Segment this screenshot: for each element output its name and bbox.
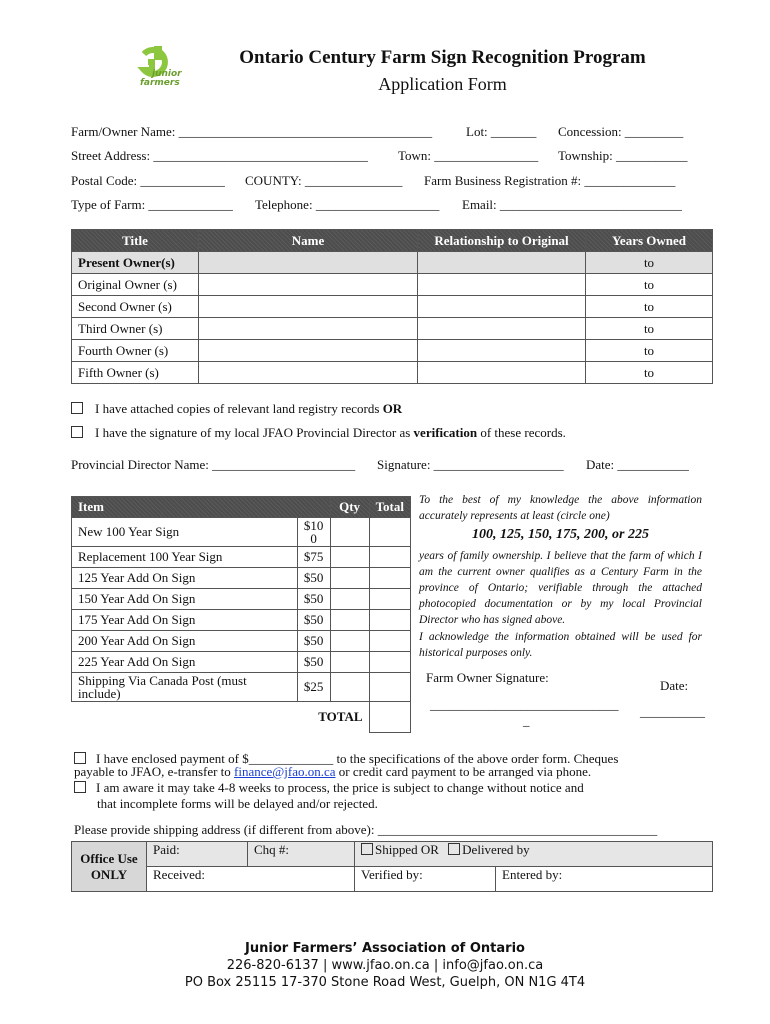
processing-aware-option[interactable] (74, 780, 584, 796)
order-price: $50 (297, 568, 330, 589)
type-of-farm-field[interactable]: Type of Farm: _____________ (71, 197, 233, 212)
office-received: Received: (147, 867, 355, 892)
declaration-body: years of family ownership. I believe that the farm of which I am the current owner qualifies as a Century Farm in the province of Ontario; verifiable through the attached photocopied documentation or by my local Provincial Director who has signed above. (419, 550, 702, 626)
owner-relationship-cell[interactable] (418, 362, 586, 384)
owner-name-cell[interactable] (199, 318, 418, 340)
director-signature-option[interactable] (71, 425, 566, 441)
table-row (72, 631, 411, 652)
order-item: Shipping Via Canada Post (must include) (72, 673, 298, 702)
table-row (72, 318, 713, 340)
order-item: New 100 Year Sign (72, 518, 298, 547)
order-item: 225 Year Add On Sign (72, 652, 298, 673)
owner-years-cell[interactable]: to (586, 252, 713, 274)
owner-years-cell[interactable]: to (586, 362, 713, 384)
town-field[interactable]: Town: ________________ (398, 148, 539, 163)
total-cell[interactable] (369, 547, 410, 568)
email-field[interactable]: Email: ____________________________ (462, 197, 682, 212)
order-header-item: Item (72, 497, 331, 518)
payment-text-1: I have enclosed payment of $_____________ to the specifications of the above order form. Cheques (96, 751, 619, 766)
street-address-field[interactable]: Street Address: _________________________________ (71, 148, 368, 163)
total-cell[interactable] (369, 610, 410, 631)
total-label: TOTAL (318, 709, 363, 724)
declaration-ack: I acknowledge the information obtained will be used for historical purposes only. (419, 631, 702, 659)
order-price: $75 (297, 547, 330, 568)
checkbox[interactable] (71, 402, 83, 414)
order-price: $25 (297, 673, 330, 702)
owner-name-cell[interactable] (199, 340, 418, 362)
qty-cell[interactable] (330, 568, 369, 589)
processing-text-1: I am aware it may take 4-8 weeks to process, the price is subject to change without notice and (96, 780, 584, 795)
farm-owner-signature-label: Farm Owner Signature: (426, 670, 549, 685)
township-field[interactable]: Township: ___________ (558, 148, 688, 163)
owner-years-cell[interactable]: to (586, 340, 713, 362)
declaration-date-line[interactable]: __________ (640, 704, 705, 719)
checkbox[interactable] (361, 843, 373, 855)
table-row (72, 362, 713, 384)
farm-owner-signature-line[interactable]: _____________________________ (430, 697, 619, 712)
order-price: $50 (297, 652, 330, 673)
declaration-date-label: Date: (660, 678, 689, 693)
qty-cell[interactable] (330, 547, 369, 568)
owner-name-cell[interactable] (199, 274, 418, 296)
director-name-field[interactable]: Provincial Director Name: ______________________ (71, 457, 356, 472)
owner-title: Fifth Owner (s) (72, 362, 199, 384)
owner-relationship-cell[interactable] (418, 318, 586, 340)
table-row (72, 252, 713, 274)
qty-cell[interactable] (330, 673, 369, 702)
owner-relationship-cell[interactable] (418, 252, 586, 274)
order-price: $50 (297, 610, 330, 631)
table-row (72, 652, 411, 673)
footer-address: PO Box 25115 17-370 Stone Road West, Guelph, ON N1G 4T4 (184, 975, 586, 990)
table-row (72, 568, 411, 589)
office-paid: Paid: (147, 842, 248, 867)
concession-field[interactable]: Concession: _________ (558, 124, 684, 139)
county-field[interactable]: COUNTY: _______________ (245, 173, 403, 188)
total-cell[interactable] (369, 518, 410, 547)
owner-title: Third Owner (s) (72, 318, 199, 340)
postal-code-field[interactable]: Postal Code: _____________ (71, 173, 225, 188)
checkbox[interactable] (74, 781, 86, 793)
payment-text-3: or credit card payment to be arranged via phone. (335, 764, 592, 779)
declaration-intro: To the best of my knowledge the above information accurately represents at least (circle one) (419, 494, 702, 522)
payment-line-2 (74, 764, 591, 780)
office-delivered: Delivered by (462, 842, 530, 857)
qty-cell[interactable] (330, 631, 369, 652)
order-header-qty: Qty (330, 497, 369, 518)
checkbox[interactable] (74, 752, 86, 764)
payment-text-2: payable to JFAO, e-transfer to (74, 764, 235, 779)
checkbox[interactable] (448, 843, 460, 855)
total-cell[interactable] (369, 631, 410, 652)
shipping-address-field[interactable]: Please provide shipping address (if different from above): ___________________________________________ (74, 822, 658, 837)
page-title: Ontario Century Farm Sign Recognition Program (239, 47, 646, 68)
qty-cell[interactable] (330, 652, 369, 673)
logo-text-junior: junior (152, 69, 182, 79)
owner-years-cell[interactable]: to (586, 274, 713, 296)
owner-title: Second Owner (s) (72, 296, 199, 318)
owner-title: Present Owner(s) (72, 252, 199, 274)
page-subtitle: Application Form (378, 74, 507, 94)
office-shipped: Shipped OR (375, 842, 439, 857)
owners-header-relationship: Relationship to Original (418, 230, 586, 252)
owner-name-cell[interactable] (199, 296, 418, 318)
table-row (72, 340, 713, 362)
owner-relationship-cell[interactable] (418, 274, 586, 296)
table-row (72, 296, 713, 318)
office-verified: Verified by: (355, 867, 496, 892)
qty-cell[interactable] (330, 589, 369, 610)
records-or-text: OR (382, 401, 403, 416)
order-item: 125 Year Add On Sign (72, 568, 298, 589)
total-cell[interactable] (369, 589, 410, 610)
footer-org: Junior Farmers’ Association of Ontario (245, 941, 525, 956)
processing-text-2: that incomplete forms will be delayed and/or rejected. (97, 796, 378, 811)
office-entered: Entered by: (496, 867, 713, 892)
lot-field[interactable]: Lot: _______ (466, 124, 537, 139)
office-use-label: Office Use ONLY (72, 842, 147, 892)
farm-business-registration-field[interactable]: Farm Business Registration #: ______________ (424, 173, 676, 188)
order-price: $50 (297, 589, 330, 610)
verification-text: verification (413, 425, 478, 440)
owner-name-cell[interactable] (199, 252, 418, 274)
table-row (72, 610, 411, 631)
office-use-table (71, 841, 713, 892)
owner-relationship-cell[interactable] (418, 296, 586, 318)
owner-years-cell[interactable]: to (586, 318, 713, 340)
order-table (71, 496, 411, 733)
order-item: Replacement 100 Year Sign (72, 547, 298, 568)
qty-cell[interactable] (330, 518, 369, 547)
total-cell[interactable] (369, 673, 410, 702)
director-signature-text: I have the signature of my local JFAO Provincial Director as (95, 425, 414, 440)
total-cell[interactable] (369, 568, 410, 589)
grand-total-cell[interactable] (369, 702, 410, 733)
finance-email-link[interactable]: finance@jfao.on.ca (234, 764, 336, 779)
owner-name-cell[interactable] (199, 362, 418, 384)
checkbox[interactable] (71, 426, 83, 438)
declaration-years[interactable]: 100, 125, 150, 175, 200, or 225 (472, 527, 649, 542)
table-row (72, 589, 411, 610)
records-attached-text: I have attached copies of relevant land registry records (95, 401, 383, 416)
table-row (72, 518, 411, 547)
order-item: 175 Year Add On Sign (72, 610, 298, 631)
order-item: 200 Year Add On Sign (72, 631, 298, 652)
qty-cell[interactable] (330, 610, 369, 631)
records-attached-option[interactable] (71, 401, 402, 417)
owner-title: Fourth Owner (s) (72, 340, 199, 362)
owner-years-cell[interactable]: to (586, 296, 713, 318)
owner-relationship-cell[interactable] (418, 340, 586, 362)
order-price: $100 (297, 518, 330, 547)
order-item: 150 Year Add On Sign (72, 589, 298, 610)
table-row (72, 673, 411, 702)
office-chq: Chq #: (248, 842, 355, 867)
farm-owner-signature-line-end: _ (523, 713, 530, 728)
table-row (72, 274, 713, 296)
owners-header-name: Name (199, 230, 418, 252)
owner-title: Original Owner (s) (72, 274, 199, 296)
director-signature-end: of these records. (477, 425, 566, 440)
telephone-field[interactable]: Telephone: ___________________ (255, 197, 440, 212)
director-date-field[interactable]: Date: ___________ (586, 457, 689, 472)
office-ship-cell (355, 842, 713, 867)
order-header-total: Total (369, 497, 410, 518)
owners-header-title: Title (72, 230, 199, 252)
order-price: $50 (297, 631, 330, 652)
total-cell[interactable] (369, 652, 410, 673)
footer-contact: 226-820-6137 | www.jfao.on.ca | info@jfao.on.ca (226, 958, 544, 973)
table-row (72, 547, 411, 568)
director-signature-field[interactable]: Signature: ____________________ (377, 457, 564, 472)
owners-table (71, 229, 713, 384)
logo-text-farmers: farmers (140, 78, 180, 88)
owners-header-years: Years Owned (586, 230, 713, 252)
farm-owner-field[interactable]: Farm/Owner Name: _______________________________________ (71, 124, 433, 139)
